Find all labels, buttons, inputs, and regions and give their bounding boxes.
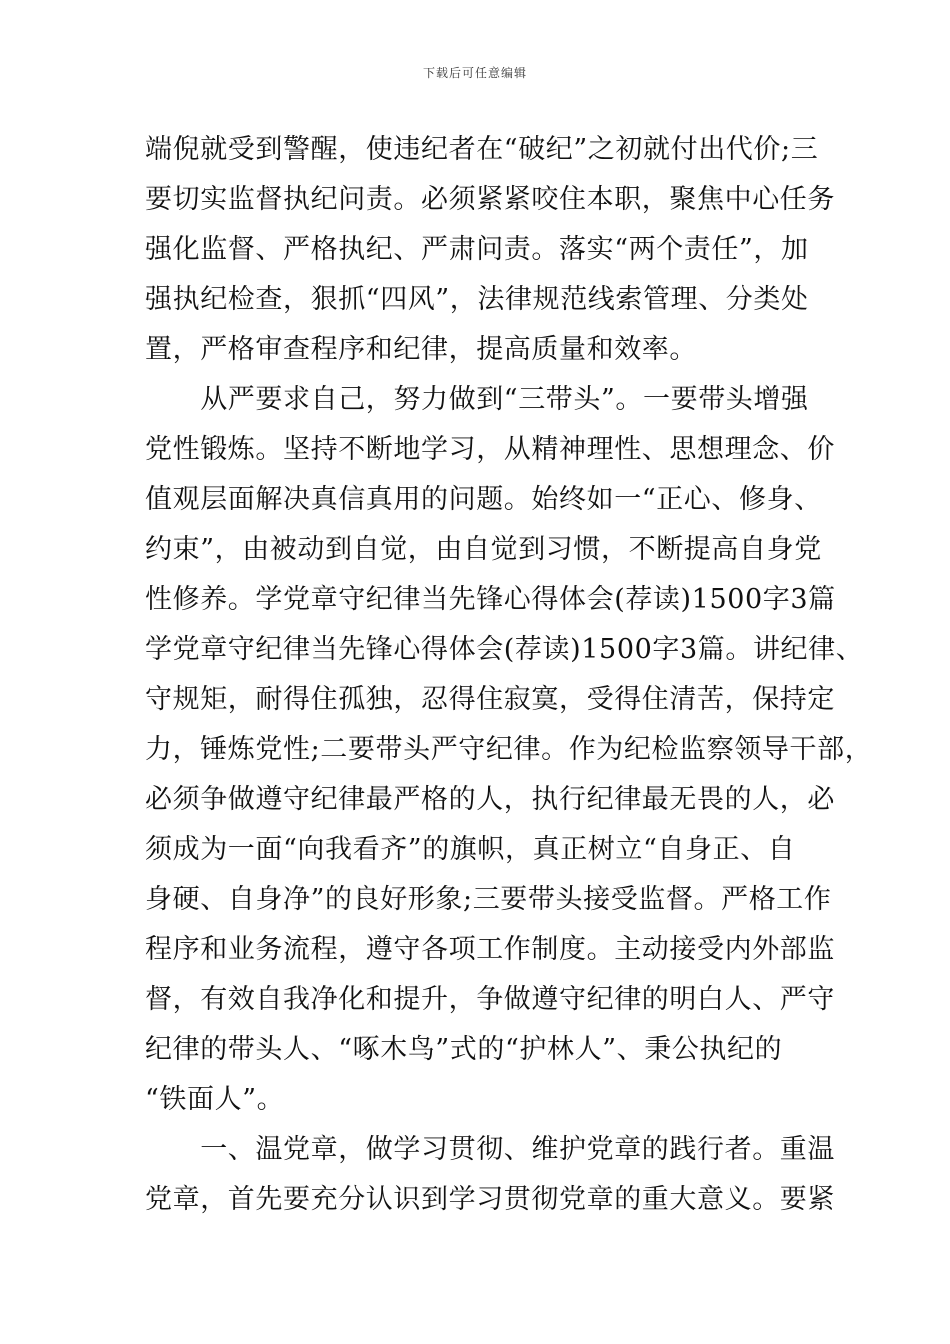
text-line: 身硬、自身净”的良好形象;三要带头接受监督。严格工作	[145, 884, 832, 915]
text-line: 从严要求自己，努力做到“三带头”。一要带头增强	[145, 384, 809, 415]
text-line: 必须争做遵守纪律最严格的人，执行纪律最无畏的人，必	[145, 784, 835, 815]
page-header: 下载后可任意编辑	[422, 66, 527, 80]
text-line: 督，有效自我净化和提升，争做遵守纪律的明白人、严守	[145, 984, 835, 1015]
text-line: 党性锻炼。坚持不断地学习，从精神理性、思想理念、价	[145, 434, 835, 465]
text-line: 学党章守纪律当先锋心得体会(荐读)1500字3篇。讲纪律、	[145, 634, 864, 665]
text-line: 性修养。学党章守纪律当先锋心得体会(荐读)1500字3篇	[145, 584, 836, 615]
text-line: 须成为一面“向我看齐”的旗帜，真正树立“自身正、自	[145, 834, 796, 865]
text-line: 约束”，由被动到自觉，由自觉到习惯，不断提高自身党	[145, 534, 822, 565]
text-line: 党章，首先要充分认识到学习贯彻党章的重大意义。要紧	[145, 1184, 835, 1215]
text-line: 纪律的带头人、“啄木鸟”式的“护林人”、秉公执纪的	[145, 1034, 783, 1065]
text-line: 守规矩，耐得住孤独，忍得住寂寞，受得住清苦，保持定	[145, 684, 835, 715]
text-line: 程序和业务流程，遵守各项工作制度。主动接受内外部监	[145, 934, 835, 965]
text-line: 端倪就受到警醒，使违纪者在“破纪”之初就付出代价;三	[145, 134, 819, 165]
text-line: 强化监督、严格执纪、严肃问责。落实“两个责任”，加	[145, 234, 809, 265]
text-line: 强执纪检查，狠抓“四风”，法律规范线索管理、分类处	[145, 284, 809, 315]
text-line: 要切实监督执纪问责。必须紧紧咬住本职，聚焦中心任务	[145, 184, 835, 215]
text-line: 值观层面解决真信真用的问题。始终如一“正心、修身、	[145, 484, 822, 515]
text-line: 一、温党章，做学习贯彻、维护党章的践行者。重温	[145, 1134, 835, 1165]
text-line: 置，严格审查程序和纪律，提高质量和效率。	[145, 334, 697, 365]
text-line: 力，锤炼党性;二要带头严守纪律。作为纪检监察领导干部，	[145, 734, 873, 765]
text-line: “铁面人”。	[145, 1084, 285, 1115]
